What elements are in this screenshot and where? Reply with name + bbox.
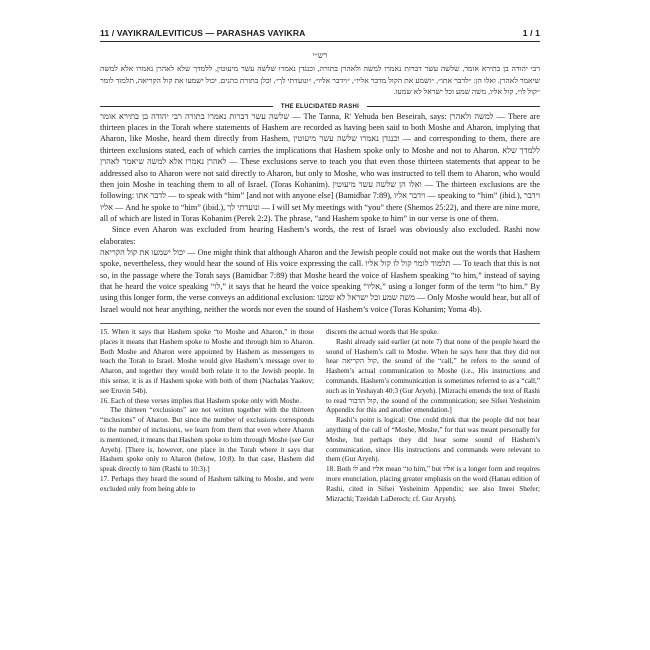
footnote: Rashi’s point is logical: One could think that the people did not hear anything of the call of “Moshe, Moshe,” for that was meant personally for Moshe, but perhaps they did hear some sound of Hashem’s communication, since His instructions and commands were relevant to them (Gur Aryeh). bbox=[326, 416, 540, 464]
footnote: discern the actual words that He spoke. bbox=[326, 327, 439, 336]
footnote: The thirteen “exclusions” are not written together with the thirteen “inclusions” of Aharon. But since the number of exclusions corresponds to the number of inclusions, we learn from them that even where Aharon is mentioned, it means that Hashem spoke to him through Moshe (see Gur Aryeh). [There is, however, one place in the Torah where it says that Hashem spoke only to Aharon (below, 10:8). In that case, Hashem did speak directly to him (Rashi to 10:3).] bbox=[100, 406, 314, 474]
page bbox=[100, 28, 540, 504]
elucidated-paragraph: יכול ישמעו את קול הקריאה — One might think that although Aharon and the Jewish people could not make out the words that Hashem spoke, nevertheless, they would hear the sound of His voice expressing the call. תלמוד לומר קול לו קול אליו — To teach that this is not so, in the passage where the Torah says (Bamidbar 7:89) that Moshe heard the voice of Hashem speaking “to him,” instead of saying that he heard the voice speaking “לו,” it says that he heard the voice speaking “אליו,” using a longer form of the term “to him.” By using this longer form, the verse conveys an additional exclusion: משה שמע וכל ישראל לא שמעו — Only Moshe would hear, but all of Israel would not hear anything, neither the words nor even the sound of Hashem’s voice (Toras Kohanim; Yoma 4b). bbox=[100, 247, 541, 314]
footnote: 16. Each of these verses implies that Hashem spoke only with Moshe. bbox=[100, 396, 302, 405]
section-rule-left bbox=[100, 106, 273, 107]
footnote: 17. Perhaps they heard the sound of Hashem talking to Moshe, and were excluded only from being able to bbox=[100, 474, 314, 493]
footnote: 18. Both לו and אליו mean “to him,” but אליו is a longer form and requires more enunciation, placing greater emphasis on the word (Hanau edition of Rashi, cited in Sifsei Yesheinim Appendix; see also Imrei Shefer; Mizrachi; Tzeidah LaDerech; cf. Gur Aryeh). bbox=[326, 465, 540, 503]
footnotes-right-column bbox=[326, 328, 540, 504]
running-head: 11 / VAYIKRA/LEVITICUS — PARASHAS VAYIKRA bbox=[100, 28, 306, 38]
rashi-hebrew-text: רבי יהודה בן בתירא אומר, שלשה עשר דברות נאמרו למשה ולאהרן בתורה, וכנגדן נאמרו שלשה עשר מיעוטין, ללמדך שלא לאהרן נאמרו אלא למשה שיאמר לאהרן. ואלו הן: ״לדבר אתו״, ״ושמע את הקול מדבר אליו״, ״וידבר אליו״, ״ונועדתי לך״, וכלן בתורת כהנים. יכול ישמעו את קול הקריאה, תלמוד לומר ״קול לו״, קול אליו, משה שמע וכל ישראל לא שמעו. bbox=[100, 64, 540, 97]
header-rule bbox=[100, 41, 540, 42]
footnote: 15. When it says that Hashem spoke “to Moshe and Aharon,” in those places it means that Hashem spoke to Moshe and through him to Aharon. Both Moshe and Aharon were appointed by Hashem as messengers to teach the Torah to Israel. Moshe would give Hashem’s message over to Aharon, and together they would both relate it to the Jewish people. In this sense, it is as if Hashem spoke with both of them (Nachalas Yaakov; see Eruvin 54b). bbox=[100, 327, 314, 395]
elucidated-paragraph: שלשה עשר דברות נאמרו בתורה רבי יהודה בן בתירא אומר — The Tanna, R' Yehuda ben Beseirah, says: למשה ולאהרן — There are thirteen places in the Torah where statements of Hashem are recorded as having been said to both Moshe and Aharon, implying that Aharon, like Moshe, heard them directly from Hashem, וכנגדן נאמרו שלשה עשר מיעוטין — and corresponding to them, there are thirteen exclusions stated, each of which carries the implications that Hashem spoke only to Moshe and not to Aharon. ללמדך שלא לאהרן נאמרו אלא למשה שיאמר לאהרן — These exclusions serve to teach you that even those thirteen statements that appear to be addressed also to Aharon were not said directly to Aharon, but only to Moshe, who was instructed to tell them to Aharon, who would then join Moshe in teaching them to all of Israel. (Toras Kohanim). ואלו הן שלשה עשר מיעוטין — The thirteen exclusions are the following: לדבר אתו — to speak with “him” [and not with anyone else] (Bamidbar 7:89), וידבר אליו — speaking to “him” (ibid.), וידבר אליו — And he spoke to “him” (ibid.), ונועדתי לך — I will set My meetings with “you” there (Shemos 25:22), and there are nine more, all of which are listed in Toras Kohanim (Perek 2:2). The phrase, “and Hashem spoke to him” in our verse is one of them. bbox=[100, 111, 541, 223]
footnote: Rashi already said earlier (at note 7) that none of the people heard the sound of Hashem’s call to Moshe. When he says here that they did not hear קול הקריאה, the sound of the “call,” he refers to the sound of Hashem’s actual communication to Moshe (i.e., His instructions and commands. Hashem’s communication is sometimes referred to as a “call,” such as in Yeshayah 40:3 (Gur Aryeh). [Mizrachi emends the text of Rashi to read קול הדבור, the sound of the communication; see Sifsei Yesheinim Appendix for this and another emendation.] bbox=[326, 337, 540, 415]
footnote-divider bbox=[100, 323, 540, 324]
footnotes bbox=[100, 328, 540, 504]
rashi-title: רש״י bbox=[312, 51, 328, 60]
elucidated-rashi bbox=[100, 111, 540, 315]
page-number: 1 / 1 bbox=[522, 28, 540, 38]
section-title-label: THE ELUCIDATED RASHI bbox=[280, 103, 360, 110]
section-title bbox=[100, 104, 540, 110]
page-header bbox=[100, 28, 540, 38]
footnotes-left-column bbox=[100, 328, 314, 504]
section-rule-right bbox=[367, 106, 540, 107]
elucidated-paragraph: Since even Aharon was excluded from hearing Hashem’s words, the rest of Israel was obviously also excluded. Rashi now elaborates: bbox=[100, 225, 540, 246]
